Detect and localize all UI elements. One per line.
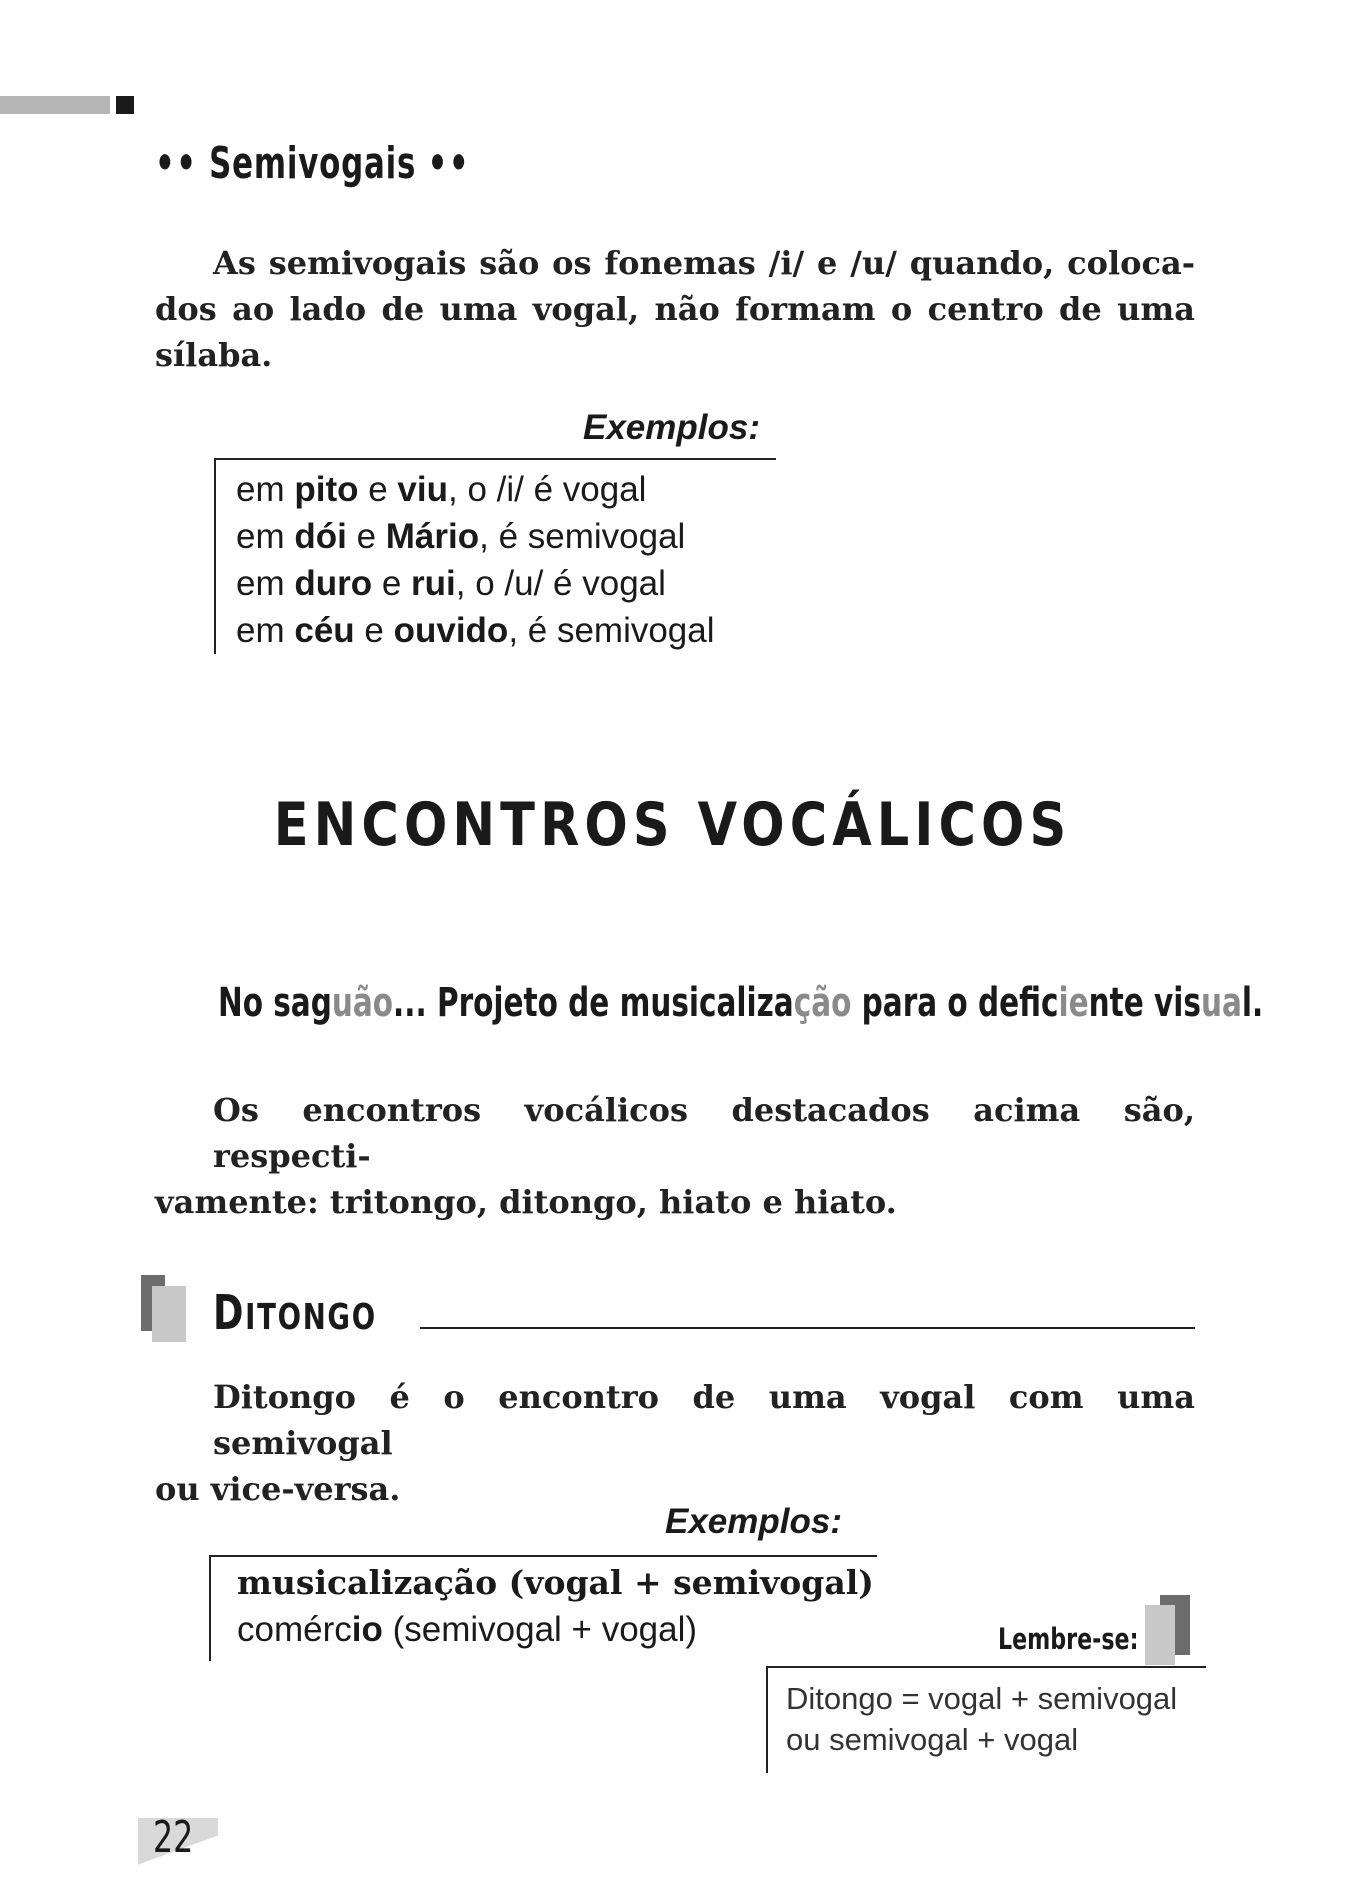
para-line: dos ao lado de uma vogal, não formam o centro de uma: [155, 290, 1195, 328]
para-line: Os encontros vocálicos destacados acima são, respecti-: [213, 1091, 1195, 1175]
semivogais-paragraph: [155, 240, 1195, 378]
para-line: Ditongo é o encontro de uma vogal com uma semivogal: [213, 1378, 1195, 1462]
example-line: comércio (semivogal + vogal): [237, 1610, 698, 1649]
para-line: sílaba.: [155, 336, 273, 374]
example-line: em duro e rui, o /u/ é vogal: [236, 564, 666, 603]
lembre-decoration-light: [1145, 1605, 1175, 1665]
semivogais-heading: [155, 138, 470, 189]
para-line: vamente: tritongo, ditongo, hiato e hiato.: [155, 1183, 897, 1221]
lembre-line: ou semivogal + vogal: [786, 1722, 1079, 1757]
lembre-box: [766, 1666, 1206, 1773]
encontros-paragraph: [155, 1087, 1195, 1225]
examples-title: Exemplos:: [665, 1502, 842, 1541]
ditongo-heading: DITONGO: [213, 1285, 377, 1341]
page-number: 22: [153, 1812, 194, 1863]
para-line: ou vice-versa.: [155, 1470, 401, 1508]
ditongo-paragraph: [155, 1374, 1195, 1512]
top-decoration-bar: [0, 96, 110, 114]
heading-dots-right: ••: [427, 138, 471, 189]
ditongo-heading-rule: [420, 1327, 1195, 1329]
example-line: em dói e Mário, é semivogal: [236, 517, 686, 556]
example-line: musicalização (vogal + semivogal): [237, 1563, 874, 1602]
lembre-line: Ditongo = vogal + semivogal: [786, 1681, 1178, 1716]
examples-box: [209, 1555, 877, 1661]
para-line: As semivogais são os fonemas /i/ e /u/ quando, coloca-: [213, 244, 1195, 282]
top-decoration-square: [116, 96, 134, 114]
examples-title: Exemplos:: [583, 408, 760, 447]
example-line: em céu e ouvido, é semivogal: [236, 611, 715, 650]
heading-dots-left: ••: [155, 138, 198, 189]
ditongo-decoration-light: [152, 1286, 186, 1342]
example-line: em pito e viu, o /i/ é vogal: [236, 470, 647, 509]
lembre-label: Lembre-se:: [998, 1622, 1139, 1656]
examples-box: [214, 458, 776, 654]
page-title: ENCONTROS VOCÁLICOS: [273, 790, 1072, 860]
heading-text: Semivogais: [209, 138, 417, 189]
example-sentence: No saguão... Projeto de musicalização para o deficiente visual.: [218, 980, 1264, 1026]
